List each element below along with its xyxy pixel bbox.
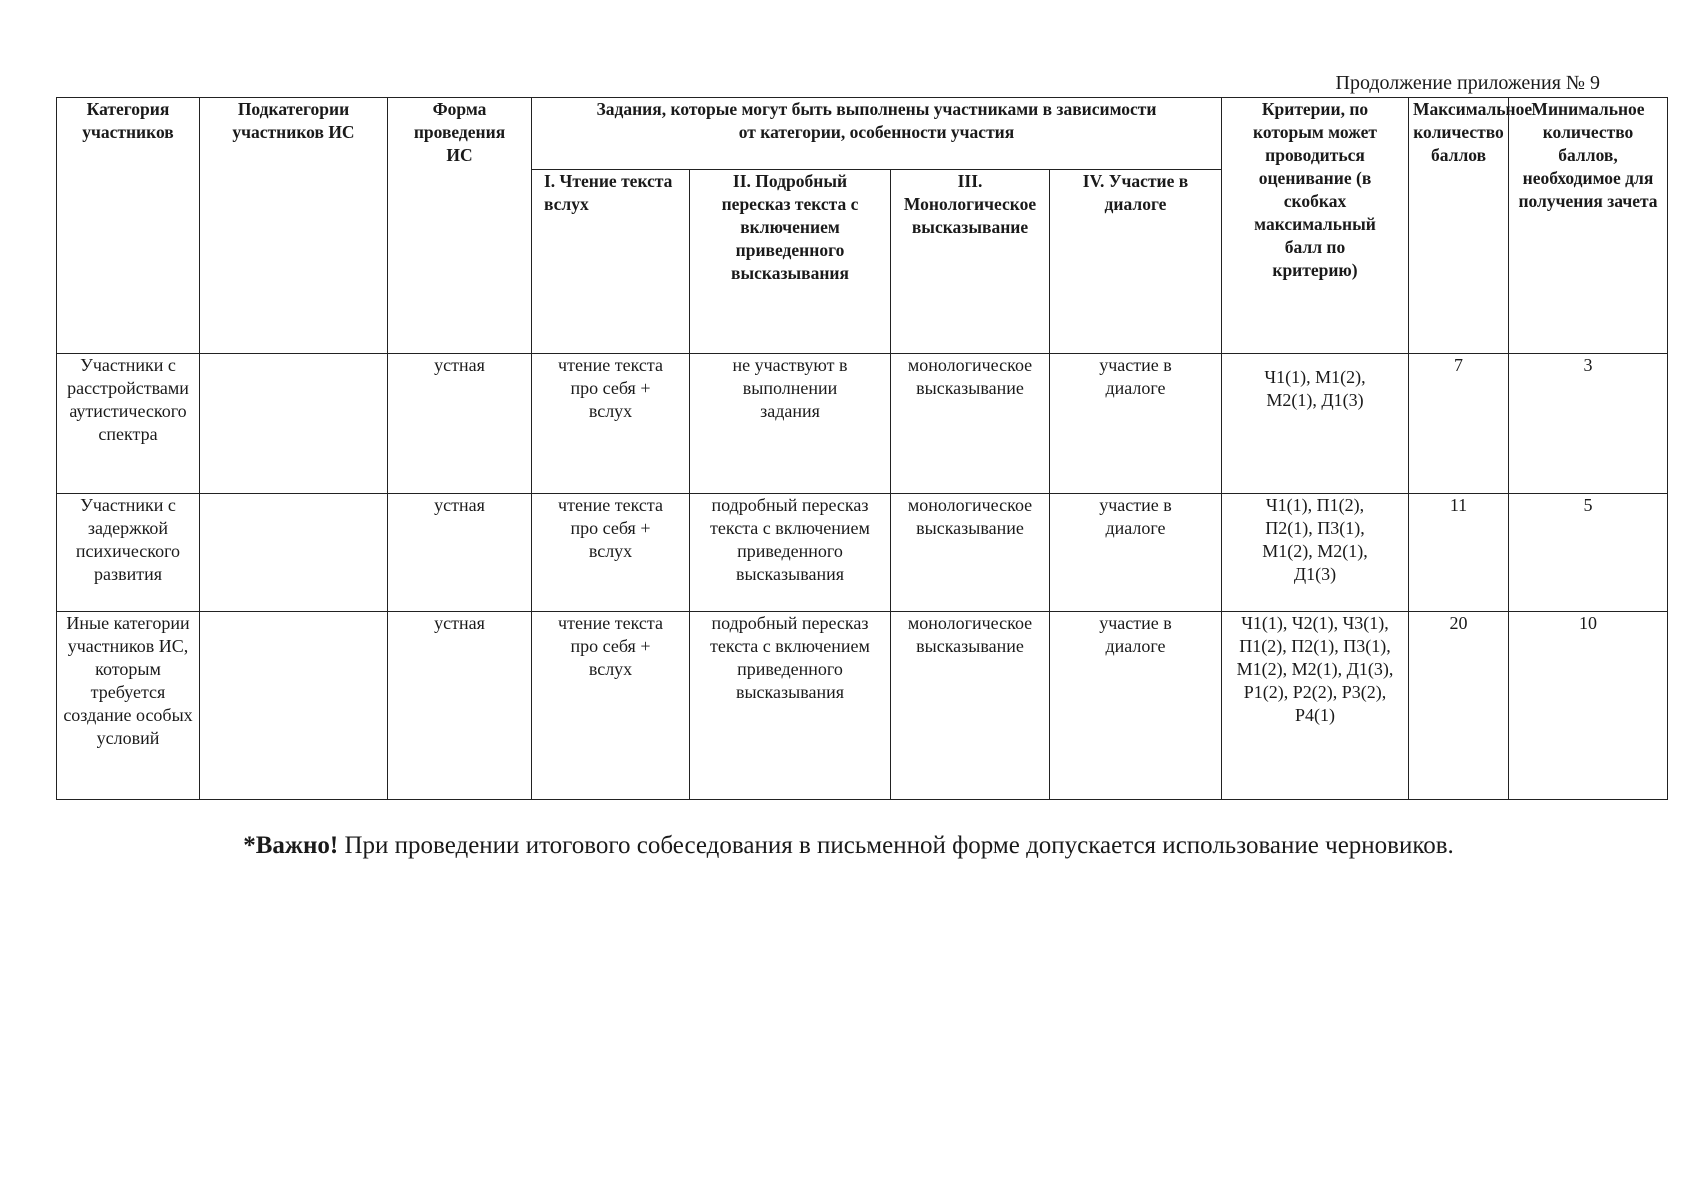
cell-task3: монологическое высказывание (891, 494, 1050, 612)
note-emphasis: *Важно! (243, 832, 339, 859)
header-category: Категория участников (57, 98, 200, 354)
scoring-table (56, 97, 1668, 800)
cell-max-score: 20 (1409, 612, 1509, 800)
header-subcategory: Подкатегории участников ИС (200, 98, 388, 354)
continuation-label: Продолжение приложения № 9 (1335, 72, 1600, 94)
cell-task1: чтение текста про себя + вслух (532, 612, 690, 800)
cell-min-score: 3 (1509, 354, 1668, 494)
cell-task3: монологическое высказывание (891, 354, 1050, 494)
cell-category: Участники с задержкой психического развития (57, 494, 200, 612)
note-text: При проведении итогового собеседования в письменной форме допускается использование черновиков. (338, 832, 1454, 859)
cell-task4: участие в диалоге (1050, 612, 1222, 800)
table-row (57, 494, 1668, 612)
cell-task4: участие в диалоге (1050, 494, 1222, 612)
cell-min-score: 10 (1509, 612, 1668, 800)
cell-criteria: Ч1(1), П1(2), П2(1), П3(1), М1(2), М2(1), Д1(3) (1222, 494, 1409, 612)
table-row (57, 354, 1668, 494)
cell-task4: участие в диалоге (1050, 354, 1222, 494)
cell-subcategory (200, 494, 388, 612)
cell-min-score: 5 (1509, 494, 1668, 612)
cell-form: устная (388, 494, 532, 612)
cell-task1: чтение текста про себя + вслух (532, 494, 690, 612)
cell-criteria: Ч1(1), М1(2), М2(1), Д1(3) (1222, 354, 1409, 494)
cell-form: устная (388, 354, 532, 494)
cell-task1: чтение текста про себя + вслух (532, 354, 690, 494)
header-form: Форма проведения ИС (388, 98, 532, 354)
cell-task2: подробный пересказ текста с включением приведенного высказывания (690, 612, 891, 800)
cell-subcategory (200, 612, 388, 800)
header-task2: II. Подробный пересказ текста с включением приведенного высказывания (690, 170, 891, 354)
cell-criteria: Ч1(1), Ч2(1), Ч3(1), П1(2), П2(1), П3(1), М1(2), М2(1), Д1(3), Р1(2), Р2(2), Р3(2), Р4(1) (1222, 612, 1409, 800)
cell-task2: не участвуют в выполнении задания (690, 354, 891, 494)
cell-task3: монологическое высказывание (891, 612, 1050, 800)
header-task3: III. Монологическое высказывание (891, 170, 1050, 354)
header-task4: IV. Участие в диалоге (1050, 170, 1222, 354)
header-max-score: Максимальное количество баллов (1409, 98, 1509, 354)
cell-max-score: 7 (1409, 354, 1509, 494)
cell-category: Участники с расстройствами аутистического спектра (57, 354, 200, 494)
cell-form: устная (388, 612, 532, 800)
cell-task2: подробный пересказ текста с включением приведенного высказывания (690, 494, 891, 612)
header-task1: I. Чтение текста вслух (532, 170, 690, 354)
header-min-score: Минимальное количество баллов, необходимое для получения зачета (1509, 98, 1668, 354)
important-note (0, 832, 1697, 860)
header-row-top (57, 98, 1668, 170)
cell-subcategory (200, 354, 388, 494)
header-criteria: Критерии, по которым может проводиться оценивание (в скобках максимальный балл по критерию) (1222, 98, 1409, 354)
header-tasks-group: Задания, которые могут быть выполнены участниками в зависимости от категории, особенности участия (532, 98, 1222, 170)
cell-max-score: 11 (1409, 494, 1509, 612)
cell-category: Иные категории участников ИС, которым требуется создание особых условий (57, 612, 200, 800)
table-row (57, 612, 1668, 800)
